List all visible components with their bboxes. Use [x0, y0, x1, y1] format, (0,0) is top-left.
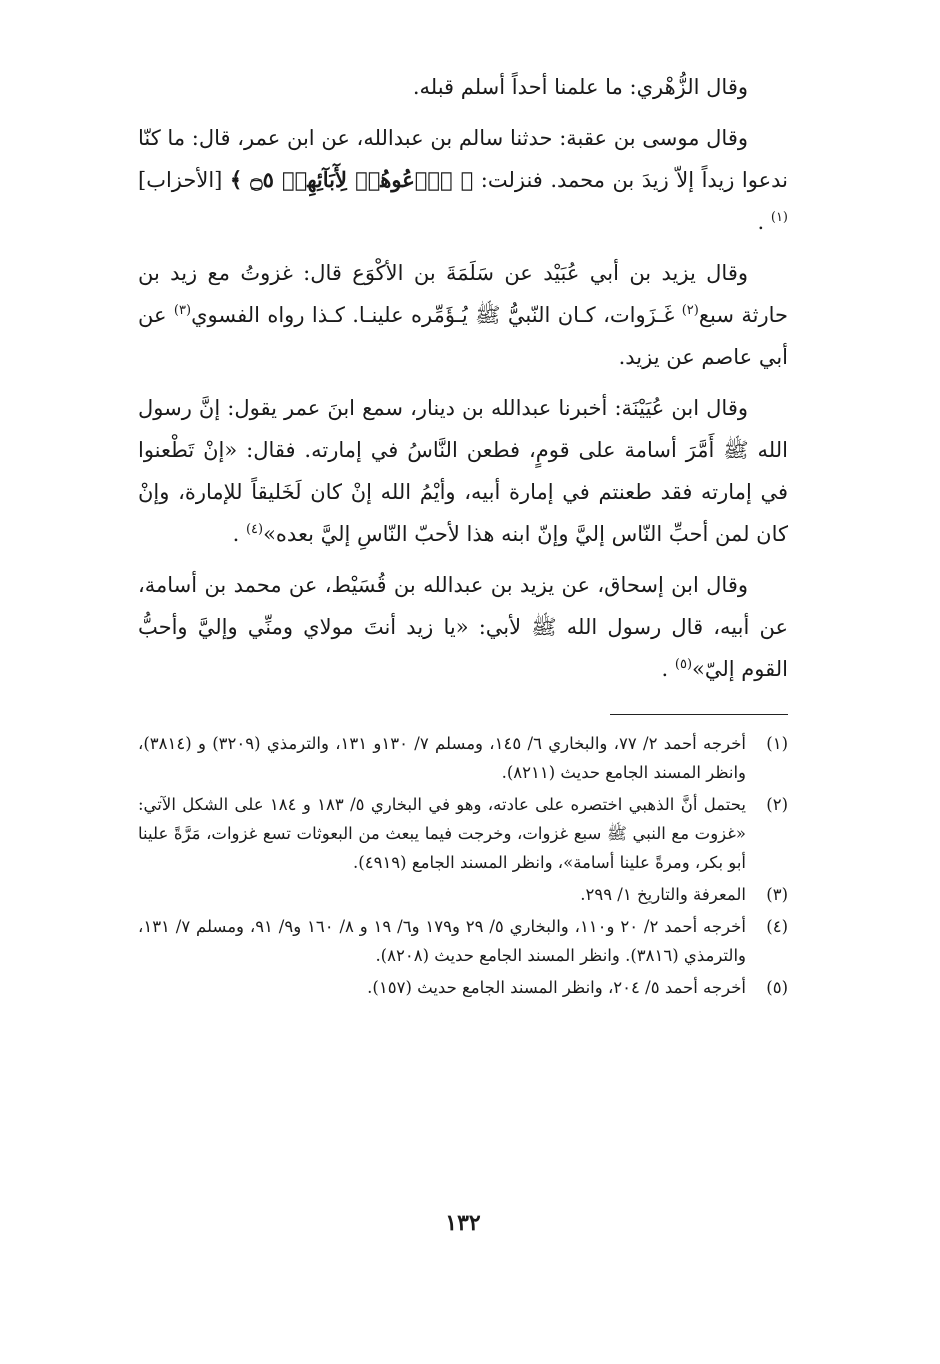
footnote-ref-5: (٥)	[674, 657, 693, 672]
footnotes	[138, 729, 788, 1002]
footnote-item	[138, 880, 788, 909]
footnote-text: أخرجه أحمد ٢/ ٢٠ و١١٠، والبخاري ٥/ ٢٩ و١٧٩ و٦/ ١٩ و ٨/ ١٦٠ و٩/ ٩١، ومسلم ٧/ ١٣١، والترمذي (٣٨١٦). وانظر المسند الجامع حديث (٨٢٠٨).	[138, 917, 746, 965]
footnote-text: أخرجه أحمد ٥/ ٢٠٤، وانظر المسند الجامع حديث (١٥٧).	[367, 978, 746, 997]
footnote-separator	[610, 714, 788, 715]
surah-reference: [الأحزاب]	[138, 168, 230, 192]
footnote-item	[138, 790, 788, 877]
footnote-item	[138, 912, 788, 970]
paragraph-3-text-2: غَـزَوات، كـان النّبيُّ ﷺ يُـؤَمِّره علينـا. كـذا رواه الفسوي	[191, 303, 682, 327]
footnote-number: (٣)	[766, 885, 788, 904]
paragraph-2-text: وقال موسى بن عقبة: حدثنا سالم بن عبدالله، عن ابن عمر، قال: ما كنّا ندعوا زيداً إلاّ زيدَ بن محمد. فنزلت:	[138, 126, 788, 192]
footnote-number: (١)	[766, 734, 788, 753]
quran-verse: ﴿ ٱدۡعُوهُمۡ لِأٓبَآئِهِمۡ ۝٥ ﴾	[229, 167, 474, 192]
footnote-text: المعرفة والتاريخ ١/ ٢٩٩.	[580, 885, 746, 904]
paragraph-3-text-1: وقال يزيد بن أبي عُبَيْد عن سَلَمَةَ بن الأكْوَع قال: غزوتُ مع زيد بن حارثة سبع	[138, 261, 788, 327]
footnote-item	[138, 973, 788, 1002]
footnote-ref-2: (٢)	[681, 303, 699, 318]
paragraph-4-text: وقال ابن عُيَيْنَة: أخبرنا عبدالله بن دينار، سمع ابنَ عمر يقول: إنَّ رسول الله ﷺ أَمَّرَ أسامة على قومٍ، فطعن النَّاسُ في إمارته. فقال: «إنْ تَطْعنوا في إمارته فقد طعنتم في إمارة أبيه، وأيْمُ الله إنْ كان لَخَليقاً للإمارة، وإنْ كان لمن أحبِّ النّاس إليَّ وإنّ ابنه هذا لأحبّ النّاسِ إليَّ بعده»	[138, 396, 788, 546]
main-text	[138, 66, 788, 690]
paragraph-5	[138, 564, 788, 690]
paragraph-1	[138, 66, 788, 108]
footnote-ref-3: (٣)	[173, 303, 192, 318]
paragraph-1-text: وقال الزُّهْري: ما علمنا أحداً أسلم قبله.	[412, 75, 748, 99]
footnote-item	[138, 729, 788, 787]
paragraph-3-text-3: عن أبي عاصم عن يزيد.	[138, 303, 788, 369]
footnote-number: (٢)	[766, 795, 788, 814]
document-page	[138, 66, 788, 1326]
paragraph-2	[138, 117, 788, 243]
paragraph-4	[138, 387, 788, 555]
paragraph-2-end: .	[757, 210, 771, 234]
footnote-number: (٥)	[766, 978, 788, 997]
paragraph-3	[138, 252, 788, 378]
footnote-text: أخرجه أحمد ٢/ ٧٧، والبخاري ٦/ ١٤٥، ومسلم ٧/ ١٣٠و ١٣١، والترمذي (٣٢٠٩) و (٣٨١٤)، وانظر المسند الجامع حديث (٨٢١١).	[138, 734, 746, 782]
footnote-ref-4: (٤)	[245, 522, 264, 537]
page-number: ١٣٢	[445, 1210, 481, 1236]
paragraph-5-end: .	[661, 657, 675, 681]
paragraph-4-end: .	[232, 522, 246, 546]
footnote-number: (٤)	[766, 917, 788, 936]
paragraph-5-text: وقال ابن إسحاق، عن يزيد بن عبدالله بن قُسَيْط، عن محمد بن أسامة، عن أبيه، قال رسول الله ﷺ لأبي: «يا زيد أنتَ مولاي ومنِّي وإليَّ وأحبُّ القوم إليّ»	[138, 573, 788, 681]
footnote-text: يحتمل أنَّ الذهبي اختصره على عادته، وهو في البخاري ٥/ ١٨٣ و ١٨٤ على الشكل الآتي: «غزوت مع النبي ﷺ سبع غزوات، وخرجت فيما يبعث من البعوثات تسع غزوات، مَرَّةً علينا أبو بكر، ومرةً علينا أسامة»، وانظر المسند الجامع (٤٩١٩).	[138, 795, 746, 872]
footnote-ref-1: (١)	[770, 210, 788, 225]
